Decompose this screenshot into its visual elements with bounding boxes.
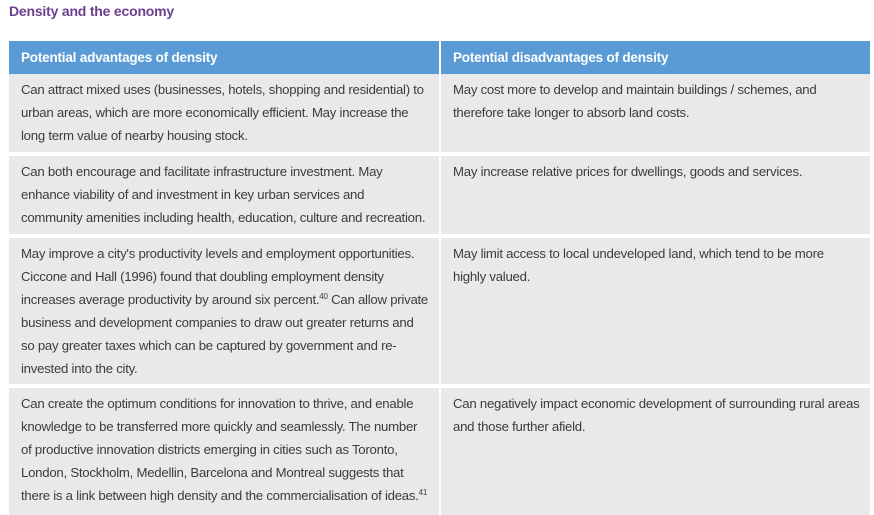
advantage-cell (9, 386, 440, 515)
header-advantages: Potential advantages of density (9, 41, 440, 74)
advantage-cell (9, 236, 440, 386)
disadvantage-cell: Can negatively impact economic development of surrounding rural areas and those further afield. (440, 386, 870, 515)
disadvantage-cell: May limit access to local undeveloped land, which tend to be more highly valued. (440, 236, 870, 386)
footnote-ref: 41 (418, 488, 428, 497)
advantage-text: Can allow private business and development companies to draw out greater returns and so pay greater taxes which can be captured by government and re-invested into the city. (21, 292, 429, 376)
section-title: Density and the economy (9, 3, 174, 19)
table-row (9, 74, 870, 154)
footnote-ref: 40 (319, 292, 328, 301)
advantage-cell: Can attract mixed uses (businesses, hotels, shopping and residential) to urban areas, which are more economically efficient. May increase the long term value of nearby housing stock. (9, 74, 440, 154)
table-row (9, 236, 870, 386)
advantage-text: Can create the optimum conditions for innovation to thrive, and enable knowledge to be transferred more quickly and seamlessly. The number of productive innovation districts emerging in cities such as Toronto, London, Stockholm, Medellin, Barcelona and Montreal suggests that there is a link between high density and the commercialisation of ideas. (21, 396, 419, 503)
advantage-text: May improve a city's productivity levels and employment opportunities. Ciccone and Hall (1996) found that doubling employment density increases average productivity by around six percent. (21, 246, 415, 307)
disadvantage-cell: May increase relative prices for dwellings, goods and services. (440, 154, 870, 236)
header-disadvantages: Potential disadvantages of density (440, 41, 870, 74)
density-economy-table (9, 41, 870, 515)
table-header-row (9, 41, 870, 74)
table-row (9, 154, 870, 236)
advantage-cell: Can both encourage and facilitate infrastructure investment. May enhance viability of and investment in key urban services and community amenities including health, education, culture and recreation. (9, 154, 440, 236)
disadvantage-cell: May cost more to develop and maintain buildings / schemes, and therefore take longer to absorb land costs. (440, 74, 870, 154)
table-row (9, 386, 870, 515)
